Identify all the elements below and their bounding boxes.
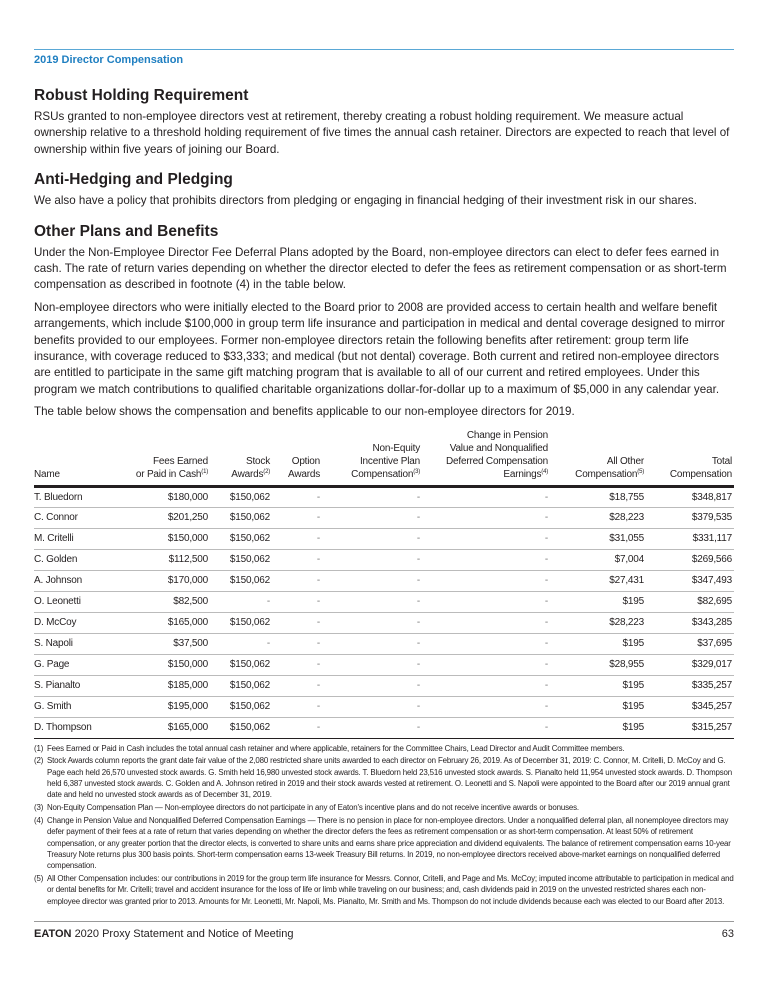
footnote-ref: (3) bbox=[413, 468, 420, 475]
table-cell: - bbox=[272, 675, 322, 696]
section-title: Other Plans and Benefits bbox=[34, 222, 219, 240]
column-header-line: Earnings bbox=[503, 468, 542, 480]
director-name: C. Golden bbox=[34, 549, 122, 570]
table-cell: $150,062 bbox=[210, 654, 272, 675]
table-cell: $335,257 bbox=[646, 675, 734, 696]
table-row bbox=[34, 591, 734, 612]
column-header bbox=[550, 429, 646, 487]
table-cell: $195 bbox=[550, 633, 646, 654]
document-title: 2020 Proxy Statement and Notice of Meeting bbox=[74, 927, 294, 940]
table-cell: - bbox=[272, 696, 322, 717]
footnote-number: (3) bbox=[34, 803, 44, 813]
paragraph: Under the Non-Employee Director Fee Deferral Plans adopted by the Board, non-employee directors can elect to defer fees earned in cash. The rate of return varies depending on whether the director elected to defer the fees as retirement compensation or as short-term compensation as described in footnote (4) in the table below. bbox=[34, 245, 727, 292]
page-number: 63 bbox=[721, 927, 734, 940]
table-cell: - bbox=[322, 486, 422, 507]
table-cell: $379,535 bbox=[646, 507, 734, 528]
table-cell: $18,755 bbox=[550, 486, 646, 507]
footnote bbox=[34, 873, 734, 907]
column-header-line: Compensation bbox=[351, 468, 414, 480]
column-header-line: Total bbox=[711, 455, 732, 467]
column-header bbox=[422, 429, 550, 487]
footnote-text: Stock Awards column reports the grant date fair value of the 2,080 restricted share units awarded to each director on February 26, 2019. As of December 31, 2019: C. Connor, M. Critelli, D. McCoy and G. Page each held 26,570 unvested stock awards. G. Smith held 16,980 unvested stock awards. T. Bluedorn held 23,516 unvested stock awards. S. Pianalto held 11,954 unvested stock awards. D. Thompson held 6,387 unvested stock awards. C. Golden and A. Johnson retired in 2019 and their stock awards vested at retirement. O. Leonetti and S. Napoli were appointed to the Board after our 2019 annual grant date and held no unvested stock awards as of December 31, 2019. bbox=[47, 756, 732, 800]
table-cell: $343,285 bbox=[646, 612, 734, 633]
footnote-text: Change in Pension Value and Nonqualified Deferred Compensation Earnings — There is no pension in place for non-employee directors. Under a nonqualified deferral plan, all nonemployee directors may defer payment of their fees at a rate of return that varies depending on whether the director defers the fees as retirement compensation or as short-term compensation. At least 50% of retirement compensation, or any greater portion that the director elects, is converted to share units and earns share price appreciation and dividend equivalents. The balance of retirement compensation earns 10-year Treasury Note returns plus 300 basis points. Short-term compensation earns 13-week Treasury Bill returns. In 2019, no non-employee directors received above-market earnings on nonqualified deferred compensation. bbox=[47, 815, 731, 871]
table-cell: - bbox=[322, 507, 422, 528]
column-header bbox=[646, 429, 734, 487]
table-cell: $31,055 bbox=[550, 528, 646, 549]
section-other-plans bbox=[34, 222, 734, 421]
table-cell: - bbox=[322, 612, 422, 633]
column-header bbox=[34, 429, 122, 487]
table-cell: $165,000 bbox=[122, 717, 210, 738]
table-cell: - bbox=[272, 507, 322, 528]
table-cell: $150,000 bbox=[122, 654, 210, 675]
column-header-line: Compensation bbox=[575, 468, 638, 480]
column-header bbox=[122, 429, 210, 487]
table-cell: - bbox=[422, 591, 550, 612]
table-cell: $150,062 bbox=[210, 696, 272, 717]
table-cell: - bbox=[422, 675, 550, 696]
paragraph: Non-employee directors who were initially elected to the Board prior to 2008 are provided access to certain health and welfare benefit arrangements, which include $100,000 in group term life insurance and participation in medical and dental coverage designed to mirror benefits provided to our employees. Former non-employee directors retain the following benefits after retirement: group term life insurance, with coverage reduced to $33,333; and medical (but not dental) coverage. Both current and retired non-employee directors are entitled to participate in the same gift matching program that is available to all of our current and retired employees. Under this program we match contributions to qualified charitable organizations dollar-for-dollar up to a maximum of $5,000 in any calendar year. bbox=[34, 300, 725, 396]
table-cell: - bbox=[322, 633, 422, 654]
footer-title bbox=[34, 927, 293, 941]
director-name: G. Page bbox=[34, 654, 122, 675]
table-row bbox=[34, 507, 734, 528]
table-cell: - bbox=[422, 570, 550, 591]
column-header-line: Deferred Compensation bbox=[446, 455, 548, 467]
table-cell: $82,500 bbox=[122, 591, 210, 612]
table-cell: $150,062 bbox=[210, 675, 272, 696]
footnote-text: All Other Compensation includes: our contributions in 2019 for the group term life insurance for Messrs. Connor, Critelli, and Page and Ms. McCoy; imputed income attributable to participation in medical and or dental benefits for Mr. Critelli; travel and accident insurance for the loss of life or limb while traveling on our business; and, cash dividends paid in 2019 on the unvested restricted shares each non-employee director was granted prior to 2013. Amounts for Mr. Leonetti, Mr. Napoli, Ms. Pianalto, Mr. Smith and Ms. Thompson do not include dividends because each was elected to our Board after 2013. bbox=[47, 873, 734, 906]
table-cell: $28,223 bbox=[550, 612, 646, 633]
table-cell: $185,000 bbox=[122, 675, 210, 696]
footnote-ref: (5) bbox=[637, 468, 644, 475]
table-row bbox=[34, 486, 734, 507]
footnote-ref: (2) bbox=[263, 468, 270, 475]
director-name: D. McCoy bbox=[34, 612, 122, 633]
table-cell: - bbox=[272, 570, 322, 591]
director-name: D. Thompson bbox=[34, 717, 122, 738]
table-cell: - bbox=[272, 633, 322, 654]
column-header-line: Compensation bbox=[669, 468, 732, 480]
table-row bbox=[34, 633, 734, 654]
table-row bbox=[34, 654, 734, 675]
table-cell: $150,062 bbox=[210, 528, 272, 549]
column-header bbox=[272, 429, 322, 487]
column-header-line: Value and Nonqualified bbox=[449, 442, 548, 454]
table-cell: - bbox=[322, 696, 422, 717]
table-cell: $170,000 bbox=[122, 570, 210, 591]
table-cell: - bbox=[422, 612, 550, 633]
director-name: G. Smith bbox=[34, 696, 122, 717]
table-cell: $195 bbox=[550, 717, 646, 738]
table-cell: $201,250 bbox=[122, 507, 210, 528]
paragraph: The table below shows the compensation and benefits applicable to our non-employee directors for 2019. bbox=[34, 405, 575, 419]
table-cell: - bbox=[272, 654, 322, 675]
table-cell: $195,000 bbox=[122, 696, 210, 717]
table-row bbox=[34, 696, 734, 717]
director-name: C. Connor bbox=[34, 507, 122, 528]
column-header-line: Name bbox=[34, 468, 60, 480]
table-cell: - bbox=[272, 591, 322, 612]
table-cell: $27,431 bbox=[550, 570, 646, 591]
column-header-line: Incentive Plan bbox=[359, 455, 420, 467]
table-cell: - bbox=[422, 549, 550, 570]
column-header-line: or Paid in Cash bbox=[135, 468, 202, 480]
table-row bbox=[34, 612, 734, 633]
table-cell: $348,817 bbox=[646, 486, 734, 507]
section-anti-hedging bbox=[34, 170, 734, 209]
column-header-line: Non-Equity bbox=[372, 442, 420, 454]
column-header-line: Awards bbox=[288, 468, 320, 480]
column-header-line: Change in Pension bbox=[466, 429, 548, 441]
section-title: Robust Holding Requirement bbox=[34, 87, 249, 104]
column-header bbox=[210, 429, 272, 487]
table-cell: $150,000 bbox=[122, 528, 210, 549]
table-cell: - bbox=[422, 507, 550, 528]
table-header-row bbox=[34, 429, 734, 487]
director-name: M. Critelli bbox=[34, 528, 122, 549]
table-cell: - bbox=[210, 633, 272, 654]
table-cell: $329,017 bbox=[646, 654, 734, 675]
footnote bbox=[34, 755, 734, 800]
column-header-line: Fees Earned bbox=[152, 455, 208, 467]
table-cell: - bbox=[322, 528, 422, 549]
footnotes bbox=[34, 743, 734, 907]
table-cell: $28,955 bbox=[550, 654, 646, 675]
table-cell: $180,000 bbox=[122, 486, 210, 507]
footnote-number: (2) bbox=[34, 756, 44, 766]
table-cell: - bbox=[272, 486, 322, 507]
table-cell: - bbox=[272, 549, 322, 570]
table-cell: $195 bbox=[550, 675, 646, 696]
column-header-line: All Other bbox=[606, 455, 644, 467]
page-content bbox=[34, 86, 734, 907]
table-cell: - bbox=[322, 591, 422, 612]
page-footer bbox=[34, 927, 734, 941]
table-cell: - bbox=[322, 570, 422, 591]
table-cell: $150,062 bbox=[210, 507, 272, 528]
table-cell: - bbox=[322, 717, 422, 738]
paragraph: RSUs granted to non-employee directors vest at retirement, thereby creating a robust holding requirement. We measure actual ownership relative to a threshold holding requirement of five times the annual cash retainer. Directors are expected to reach that level of ownership within five years of joining our Board. bbox=[34, 110, 730, 156]
director-name: S. Napoli bbox=[34, 633, 122, 654]
compensation-table bbox=[34, 429, 734, 739]
footnote-ref: (1) bbox=[201, 468, 208, 475]
footnote-number: (4) bbox=[34, 815, 44, 825]
table-cell: - bbox=[422, 633, 550, 654]
table-cell: $112,500 bbox=[122, 549, 210, 570]
table-cell: $345,257 bbox=[646, 696, 734, 717]
table-row bbox=[34, 549, 734, 570]
table-cell: - bbox=[272, 528, 322, 549]
table-cell: $269,566 bbox=[646, 549, 734, 570]
director-name: T. Bluedorn bbox=[34, 486, 122, 507]
director-name: A. Johnson bbox=[34, 570, 122, 591]
paragraph: We also have a policy that prohibits directors from pledging or engaging in financial hedging of their investment risk in our shares. bbox=[34, 194, 697, 208]
table-cell: $7,004 bbox=[550, 549, 646, 570]
table-cell: $28,223 bbox=[550, 507, 646, 528]
footnote bbox=[34, 743, 734, 754]
section-title: Anti-Hedging and Pledging bbox=[34, 171, 233, 189]
table-cell: $165,000 bbox=[122, 612, 210, 633]
footnote bbox=[34, 802, 734, 813]
table-cell: - bbox=[422, 696, 550, 717]
footnote-ref: (4) bbox=[541, 468, 548, 475]
table-cell: $82,695 bbox=[646, 591, 734, 612]
table-cell: - bbox=[272, 612, 322, 633]
table-cell: - bbox=[422, 486, 550, 507]
footnote-number: (5) bbox=[34, 873, 44, 883]
table-cell: - bbox=[422, 528, 550, 549]
table-cell: $150,062 bbox=[210, 717, 272, 738]
table-cell: $150,062 bbox=[210, 486, 272, 507]
table-cell: $195 bbox=[550, 696, 646, 717]
footer-rule bbox=[34, 921, 734, 922]
table-cell: - bbox=[422, 654, 550, 675]
director-name: S. Pianalto bbox=[34, 675, 122, 696]
table-cell: $347,493 bbox=[646, 570, 734, 591]
table-cell: $37,500 bbox=[122, 633, 210, 654]
column-header bbox=[322, 429, 422, 487]
section-robust-holding bbox=[34, 86, 734, 158]
table-row bbox=[34, 528, 734, 549]
table-cell: - bbox=[322, 654, 422, 675]
table-cell: $195 bbox=[550, 591, 646, 612]
column-header-line: Stock bbox=[245, 455, 270, 467]
table-cell: $37,695 bbox=[646, 633, 734, 654]
footnote-text: Non-Equity Compensation Plan — Non-employee directors do not participate in any of Eaton's incentive plans and do not receive incentive awards or bonuses. bbox=[47, 803, 579, 813]
table-cell: $150,062 bbox=[210, 549, 272, 570]
table-cell: - bbox=[322, 675, 422, 696]
table-cell: $315,257 bbox=[646, 717, 734, 738]
brand-name: EATON bbox=[34, 927, 72, 940]
table-cell: $331,117 bbox=[646, 528, 734, 549]
section-header: 2019 Director Compensation bbox=[34, 54, 184, 66]
footnote-text: Fees Earned or Paid in Cash includes the total annual cash retainer and where applicable, retainers for the Committee Chairs, Lead Director and Audit Committee members. bbox=[47, 743, 625, 753]
director-name: O. Leonetti bbox=[34, 591, 122, 612]
table-cell: - bbox=[422, 717, 550, 738]
column-header-line: Option bbox=[291, 455, 320, 467]
table-cell: $150,062 bbox=[210, 612, 272, 633]
table-cell: - bbox=[272, 717, 322, 738]
footnote bbox=[34, 815, 734, 871]
table-row bbox=[34, 717, 734, 738]
table-cell: - bbox=[210, 591, 272, 612]
column-header-line: Awards bbox=[231, 468, 264, 480]
header-rule bbox=[34, 49, 734, 50]
table-cell: - bbox=[322, 549, 422, 570]
footnote-number: (1) bbox=[34, 743, 44, 753]
table-row bbox=[34, 675, 734, 696]
table-row bbox=[34, 570, 734, 591]
table-cell: $150,062 bbox=[210, 570, 272, 591]
table-body bbox=[34, 486, 734, 738]
